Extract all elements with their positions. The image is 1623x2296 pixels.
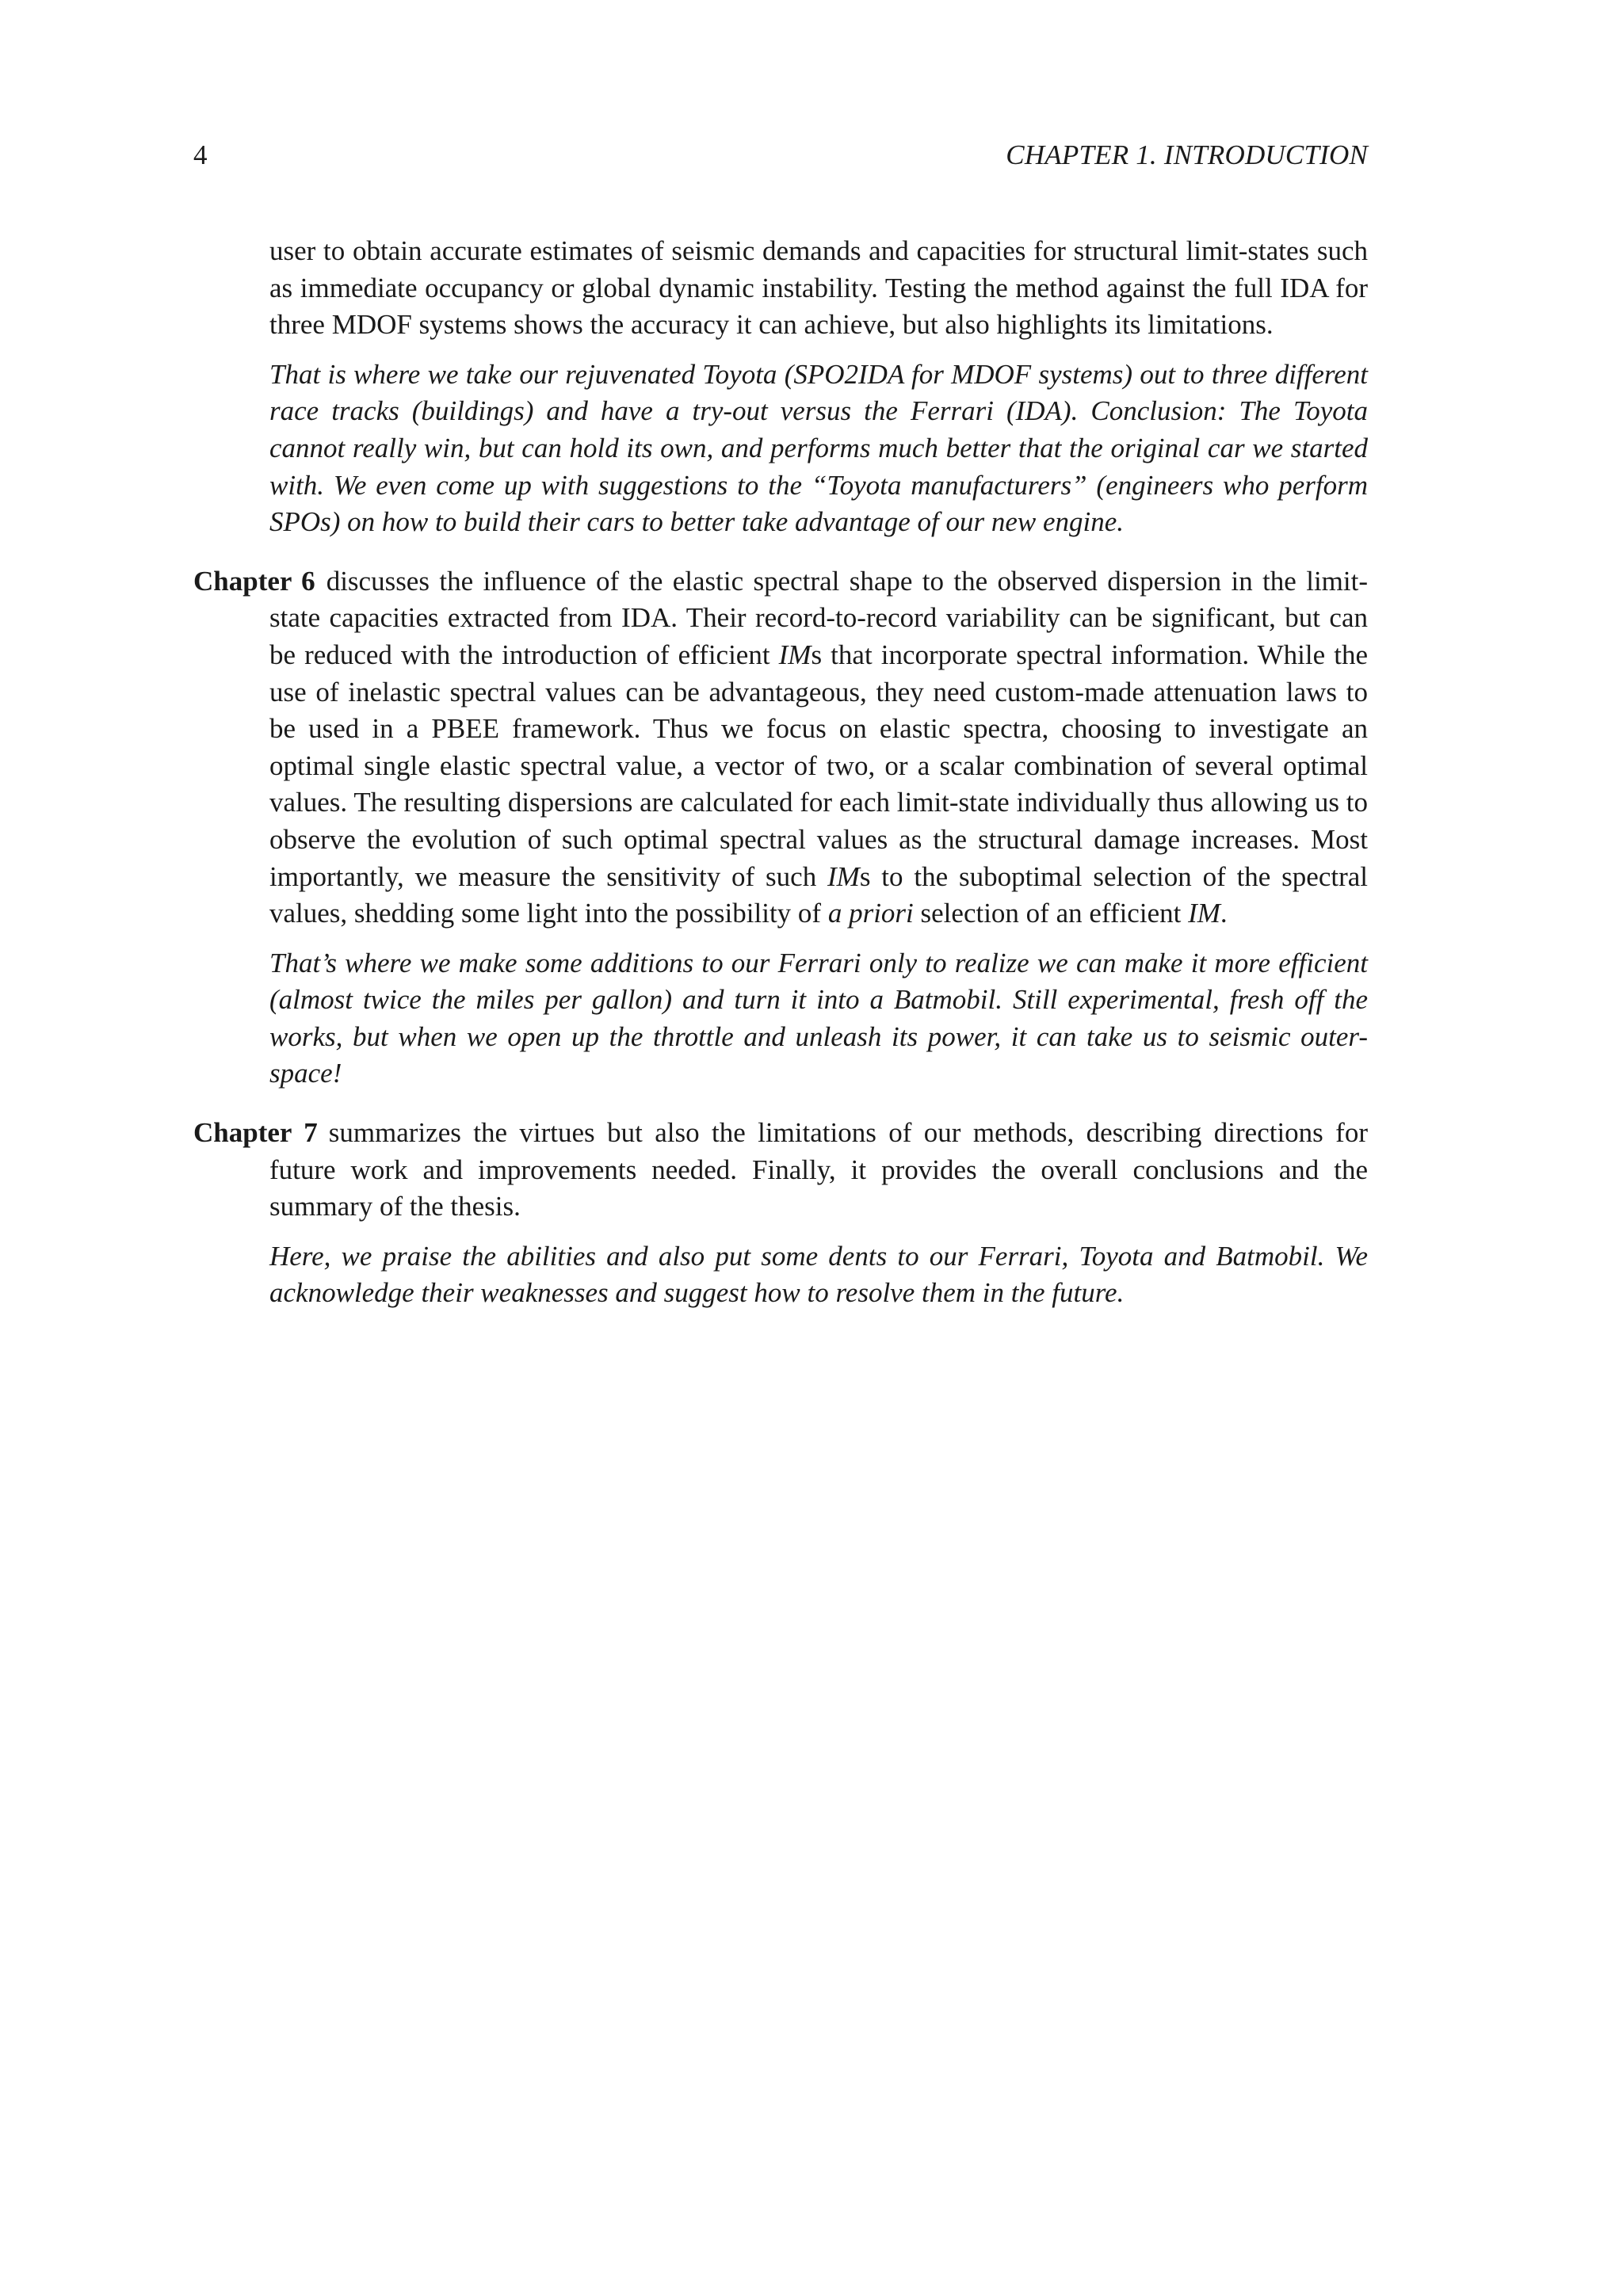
chapter-7-label: Chapter 7 (193, 1117, 318, 1149)
chapter-6-text-3: s to the suboptimal selection of the spectral values, shedding some light into the possibility of (269, 860, 1368, 929)
continued-section (269, 233, 1368, 541)
chapter-7-italic-paragraph: Here, we praise the abilities and also put some dents to our Ferrari, Toyota and Batmobil. We acknowledge their weaknesses and suggest how to resolve them in the future. (269, 1240, 1368, 1309)
chapter-6-label: Chapter 6 (193, 565, 315, 597)
chapter-6-italic-paragraph: That’s where we make some additions to our Ferrari only to realize we can make it more efficient (almost twice the miles per gallon) and turn it into a Batmobil. Still experimental, fresh off the works, but when we open up the throttle and unleash its power, it can take us to seismic outer-space! (269, 947, 1368, 1089)
chapter-7-paragraph (193, 1115, 1368, 1226)
chapter-6-im-1: IM (778, 639, 812, 670)
running-title: CHAPTER 1. INTRODUCTION (1006, 139, 1368, 170)
chapter-6-entry (193, 563, 1368, 1093)
chapter-6-a-priori: a priori (827, 898, 914, 929)
chapter-6-im-2: IM (827, 860, 860, 892)
chapter-6-text-5: . (1220, 898, 1228, 929)
running-head (193, 136, 1368, 174)
continued-italic-paragraph: That is where we take our rejuvenated Toyota (SPO2IDA for MDOF systems) out to three different race tracks (buildings) and have a try-out versus the Ferrari (IDA). Conclusion: The Toyota cannot really win, but can hold its own, and performs much better that the original car we started with. We even come up with suggestions to the “Toyota manufacturers” (engineers who perform SPOs) on how to build their cars to better take advantage of our new engine. (269, 358, 1368, 538)
chapter-7-text-1: summarizes the virtues but also the limitations of our methods, describing directions for future work and improvements needed. Finally, it provides the overall conclusions and the summary of the thesis. (269, 1117, 1368, 1222)
page-number: 4 (193, 139, 208, 170)
chapter-6-paragraph (193, 563, 1368, 933)
page-body (193, 233, 1368, 1312)
chapter-6-im-3: IM (1188, 898, 1220, 929)
chapter-6-text-4: selection of an efficient (913, 898, 1189, 929)
chapter-6-text-1: discusses the influence of the elastic spectral shape to the observed dispersion in the limit-state capacities extracted from IDA. Their record-to-record variability can be significant, but can be reduced with the introduction of efficient (269, 565, 1368, 670)
chapter-6-text-2: s that incorporate spectral information. While the use of inelastic spectral values can be advantageous, they need custom-made attenuation laws to be used in a PBEE framework. Thus we focus on elastic spectra, choosing to investigate an optimal single elastic spectral value, a vector of two, or a scalar combination of several optimal values. The resulting dispersions are calculated for each limit-state individually thus allowing us to observe the evolution of such optimal spectral values as the structural damage increases. Most importantly, we measure the sensitivity of such (269, 639, 1368, 892)
chapter-7-entry (193, 1115, 1368, 1312)
continued-paragraph: user to obtain accurate estimates of seismic demands and capacities for structural limit-states such as immediate occupancy or global dynamic instability. Testing the method against the full IDA for three MDOF systems shows the accuracy it can achieve, but also highlights its limitations. (269, 235, 1368, 341)
